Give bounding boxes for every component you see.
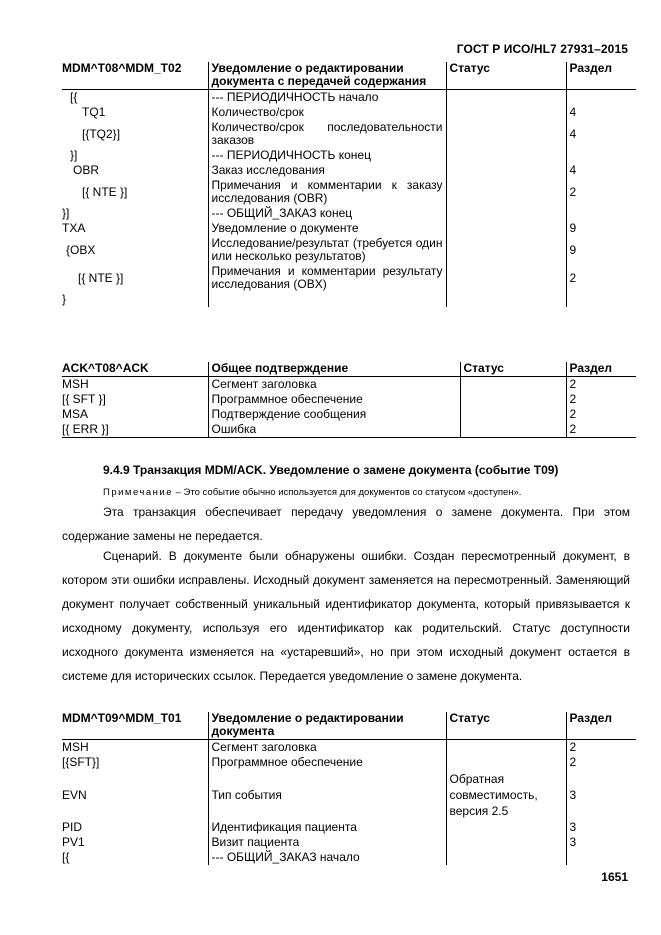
table-row bbox=[62, 264, 636, 292]
segment-cell: } bbox=[62, 292, 67, 306]
segment-cell: MSH bbox=[62, 740, 89, 754]
table-row bbox=[62, 105, 636, 120]
section-cell: 9 bbox=[566, 221, 636, 236]
table-row bbox=[62, 148, 636, 163]
column-header-section: Раздел bbox=[566, 712, 636, 740]
note bbox=[103, 487, 521, 498]
document-header: ГОСТ Р ИСО/HL7 27931–2015 bbox=[456, 42, 628, 56]
status-cell bbox=[446, 90, 566, 106]
status-cell bbox=[446, 755, 566, 770]
column-header-description: Общее подтверждение bbox=[208, 362, 460, 377]
section-cell bbox=[566, 148, 636, 163]
segment-cell: {OBX bbox=[66, 242, 96, 257]
description-cell: Визит пациента bbox=[208, 835, 446, 850]
table-row bbox=[62, 755, 636, 770]
description-cell: Программное обеспечение bbox=[208, 392, 460, 407]
section-cell: 4 bbox=[566, 163, 636, 178]
column-header-description: Уведомление о редактировании документа с передачей содержания bbox=[208, 62, 446, 90]
segment-cell: [{ bbox=[62, 850, 70, 864]
status-cell bbox=[446, 264, 566, 292]
section-cell: 2 bbox=[566, 407, 636, 422]
description-cell: Исследование/результат (требуется один или несколько результатов) bbox=[208, 236, 446, 264]
section-cell: 2 bbox=[566, 422, 636, 438]
section-cell: 3 bbox=[566, 770, 636, 820]
status-cell bbox=[446, 163, 566, 178]
column-header-message: MDM^T09^MDM_T01 bbox=[62, 712, 208, 740]
status-cell bbox=[446, 292, 566, 307]
description-cell: Уведомление о документе bbox=[208, 221, 446, 236]
status-cell bbox=[446, 236, 566, 264]
table-row bbox=[62, 407, 636, 422]
section-cell: 3 bbox=[566, 835, 636, 850]
table-row bbox=[62, 90, 636, 106]
description-cell: --- ОБЩИЙ_ЗАКАЗ конец bbox=[208, 206, 446, 221]
segment-cell: [{TQ2}] bbox=[82, 126, 121, 141]
column-header-status: Статус bbox=[446, 62, 566, 90]
description-cell: Тип события bbox=[208, 770, 446, 820]
description-cell: Заказ исследования bbox=[208, 163, 446, 178]
table-row bbox=[62, 178, 636, 206]
column-header-description: Уведомление о редактировании документа bbox=[208, 712, 446, 740]
message-table-mdm-t08 bbox=[62, 62, 636, 307]
segment-cell: TQ1 bbox=[82, 105, 106, 119]
status-cell bbox=[446, 740, 566, 756]
table-header-row bbox=[62, 62, 636, 90]
segment-cell: PID bbox=[62, 820, 83, 834]
status-cell bbox=[460, 392, 566, 407]
description-cell: Примечания и комментарии к заказу исследования (OBR) bbox=[208, 178, 446, 206]
section-cell: 2 bbox=[566, 377, 636, 393]
column-header-message: ACK^T08^ACK bbox=[62, 362, 208, 377]
note-text: – Это событие обычно используется для документов со статусом «доступен». bbox=[173, 487, 522, 498]
column-header-status: Статус bbox=[446, 712, 566, 740]
note-label: Примечание bbox=[103, 487, 173, 498]
table-row bbox=[62, 236, 636, 264]
status-cell bbox=[446, 835, 566, 850]
status-cell bbox=[446, 148, 566, 163]
table-row bbox=[62, 206, 636, 221]
segment-cell: MSH bbox=[62, 377, 89, 391]
section-cell bbox=[566, 850, 636, 865]
description-cell: Количество/срок bbox=[208, 105, 446, 120]
column-header-status: Статус bbox=[460, 362, 566, 377]
segment-cell: [{ NTE }] bbox=[82, 184, 128, 199]
segment-cell: TXA bbox=[62, 221, 86, 235]
status-cell bbox=[446, 105, 566, 120]
table-row bbox=[62, 820, 636, 835]
column-header-section: Раздел bbox=[566, 362, 636, 377]
table-header-row bbox=[62, 712, 636, 740]
status-cell bbox=[460, 422, 566, 438]
description-cell bbox=[208, 292, 446, 307]
section-cell: 4 bbox=[566, 120, 636, 148]
paragraph-scenario: Сценарий. В документе были обнаружены ошибки. Создан пересмотренный документ, в котором эти ошибки исправлены. Исходный документ заменяется на пересмотренный. Заменяющий документ получает собственный уникальный идентификатор документа, который привязывается к исходному документу, используя его идентификатор как родительский. Статус доступности исходного документа изменяется на «устаревший», но при этом исходный документ остается в системе для исторических ссылок. Передается уведомление о замене документа. bbox=[62, 549, 630, 683]
table-row bbox=[62, 221, 636, 236]
table-header-row bbox=[62, 362, 636, 377]
segment-cell: }] bbox=[62, 206, 70, 220]
segment-cell: }] bbox=[70, 148, 78, 162]
section-cell: 2 bbox=[566, 755, 636, 770]
table-row bbox=[62, 377, 636, 393]
section-cell bbox=[566, 206, 636, 221]
status-cell: Обратная совместимость, версия 2.5 bbox=[446, 770, 566, 820]
status-cell bbox=[446, 850, 566, 865]
description-cell: Количество/срок последовательности заказов bbox=[208, 120, 446, 148]
status-cell bbox=[446, 221, 566, 236]
status-cell bbox=[446, 820, 566, 835]
status-cell bbox=[460, 407, 566, 422]
table-row bbox=[62, 120, 636, 148]
column-header-message: MDM^T08^MDM_T02 bbox=[62, 62, 208, 90]
section-cell: 4 bbox=[566, 105, 636, 120]
message-table-ack-t08 bbox=[62, 362, 636, 438]
section-cell: 2 bbox=[566, 392, 636, 407]
description-cell: Сегмент заголовка bbox=[208, 377, 460, 393]
description-cell: --- ПЕРИОДИЧНОСТЬ конец bbox=[208, 148, 446, 163]
section-cell: 3 bbox=[566, 820, 636, 835]
description-cell: Ошибка bbox=[208, 422, 460, 438]
section-heading: 9.4.9 Транзакция MDM/ACK. Уведомление о замене документа (событие T09) bbox=[103, 463, 559, 477]
page-number: 1651 bbox=[601, 870, 628, 884]
section-cell: 2 bbox=[566, 178, 636, 206]
segment-cell: OBR bbox=[73, 163, 100, 177]
description-cell: --- ОБЩИЙ_ЗАКАЗ начало bbox=[208, 850, 446, 865]
status-cell bbox=[446, 120, 566, 148]
segment-cell: [{SFT}] bbox=[62, 755, 100, 769]
table-row bbox=[62, 422, 636, 438]
segment-cell: EVN bbox=[62, 787, 87, 802]
section-cell: 9 bbox=[566, 236, 636, 264]
table-row bbox=[62, 770, 636, 820]
segment-cell: PV1 bbox=[62, 835, 85, 849]
segment-cell: [{ NTE }] bbox=[78, 270, 124, 285]
description-cell: Программное обеспечение bbox=[208, 755, 446, 770]
description-cell: Идентификация пациента bbox=[208, 820, 446, 835]
status-cell bbox=[460, 377, 566, 393]
column-header-section: Раздел bbox=[566, 62, 636, 90]
segment-cell: [{ SFT }] bbox=[62, 392, 106, 406]
status-cell bbox=[446, 178, 566, 206]
message-table-mdm-t09 bbox=[62, 712, 636, 865]
section-cell bbox=[566, 292, 636, 307]
description-cell: Сегмент заголовка bbox=[208, 740, 446, 756]
table-row bbox=[62, 740, 636, 756]
section-cell bbox=[566, 90, 636, 106]
segment-cell: MSA bbox=[62, 407, 89, 421]
table-row bbox=[62, 163, 636, 178]
table-row bbox=[62, 850, 636, 865]
description-cell: Подтверждение сообщения bbox=[208, 407, 460, 422]
segment-cell: [{ bbox=[70, 90, 78, 104]
section-cell: 2 bbox=[566, 740, 636, 756]
table-row bbox=[62, 292, 636, 307]
table-row bbox=[62, 392, 636, 407]
section-cell: 2 bbox=[566, 264, 636, 292]
paragraph-intro: Эта транзакция обеспечивает передачу уведомления о замене документа. При этом содержание замены не передается. bbox=[62, 505, 630, 543]
status-cell bbox=[446, 206, 566, 221]
table-row bbox=[62, 835, 636, 850]
description-cell: Примечания и комментарии результату исследования (OBX) bbox=[208, 264, 446, 292]
description-cell: --- ПЕРИОДИЧНОСТЬ начало bbox=[208, 90, 446, 106]
segment-cell: [{ ERR }] bbox=[62, 422, 208, 438]
